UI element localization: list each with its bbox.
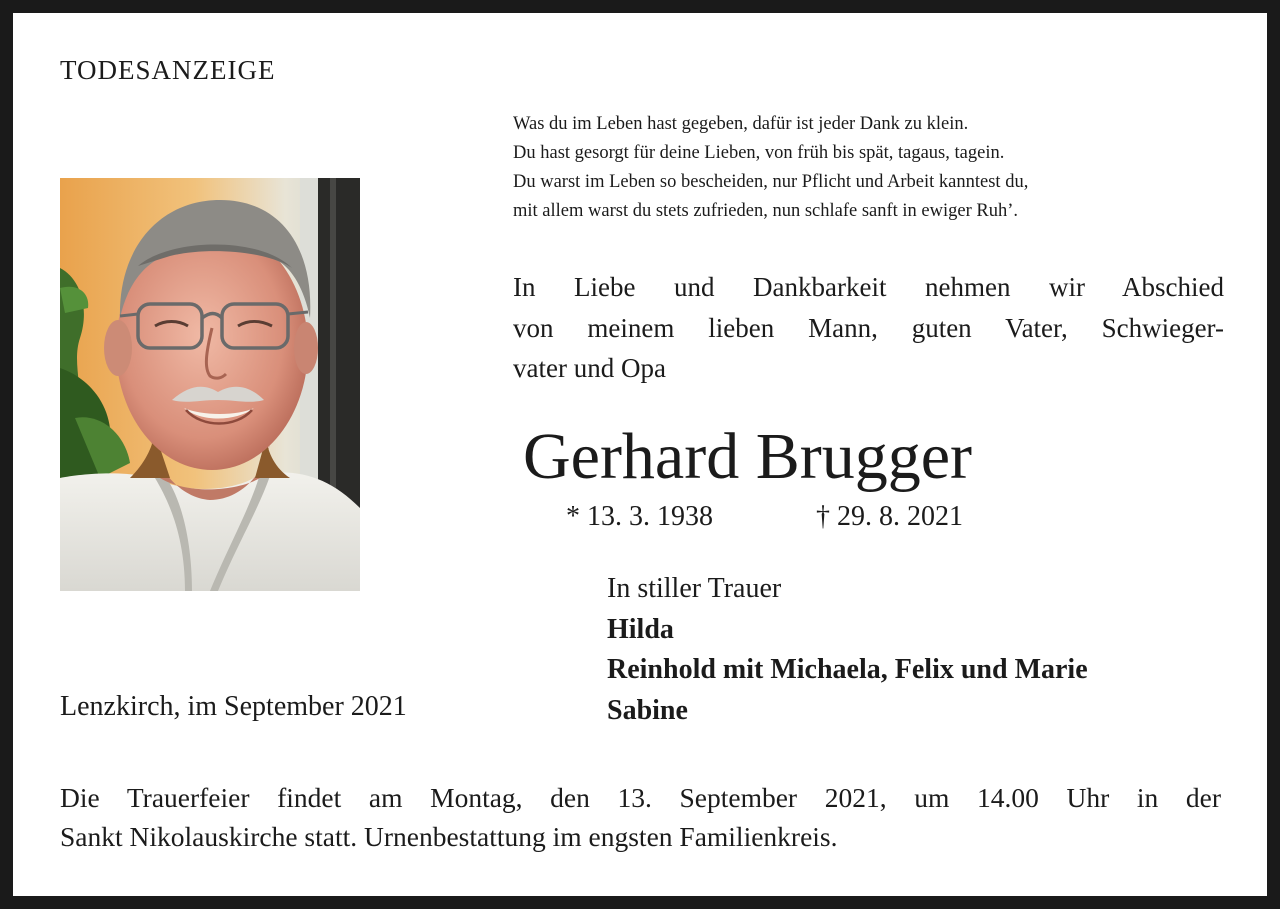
farewell-line: von meinem lieben Mann, guten Vater, Schwieger- [513, 312, 1224, 343]
poem-line: Du warst im Leben so bescheiden, nur Pflicht und Arbeit kanntest du, [513, 172, 1029, 192]
mourning-line: In stiller Trauer [607, 573, 782, 604]
deceased-name: Gerhard Brugger [523, 420, 972, 493]
poem-line: mit allem warst du stets zufrieden, nun schlafe sanft in ewiger Ruh’. [513, 201, 1019, 221]
poem-line: Was du im Leben hast gegeben, dafür ist jeder Dank zu klein. [513, 114, 969, 134]
poem-verse [513, 110, 1028, 226]
death-date: † 29. 8. 2021 [816, 501, 963, 532]
place-and-date: Lenzkirch, im September 2021 [60, 691, 407, 722]
farewell-line: In Liebe und Dankbarkeit nehmen wir Abschied [513, 272, 1224, 302]
funeral-information [60, 778, 1221, 856]
birth-date: * 13. 3. 1938 [566, 501, 713, 532]
farewell-line: vater und Opa [513, 353, 666, 383]
funeral-line: Die Trauerfeier findet am Montag, den 13. September 2021, um 14.00 Uhr in der [60, 782, 1221, 813]
mourner-name: Sabine [607, 694, 688, 726]
funeral-line: Sankt Nikolauskirche statt. Urnenbestattung im engsten Familienkreis. [60, 821, 838, 852]
mourner-name: Hilda [607, 613, 674, 645]
mourners-block [607, 569, 1088, 731]
farewell-text [513, 267, 1224, 389]
poem-line: Du hast gesorgt für deine Lieben, von früh bis spät, tagaus, tagein. [513, 143, 1005, 163]
portrait-photo [60, 178, 360, 591]
notice-heading: TODESANZEIGE [60, 55, 276, 85]
obituary-card [13, 13, 1267, 896]
mourner-name: Reinhold mit Michaela, Felix und Marie [607, 654, 1088, 685]
